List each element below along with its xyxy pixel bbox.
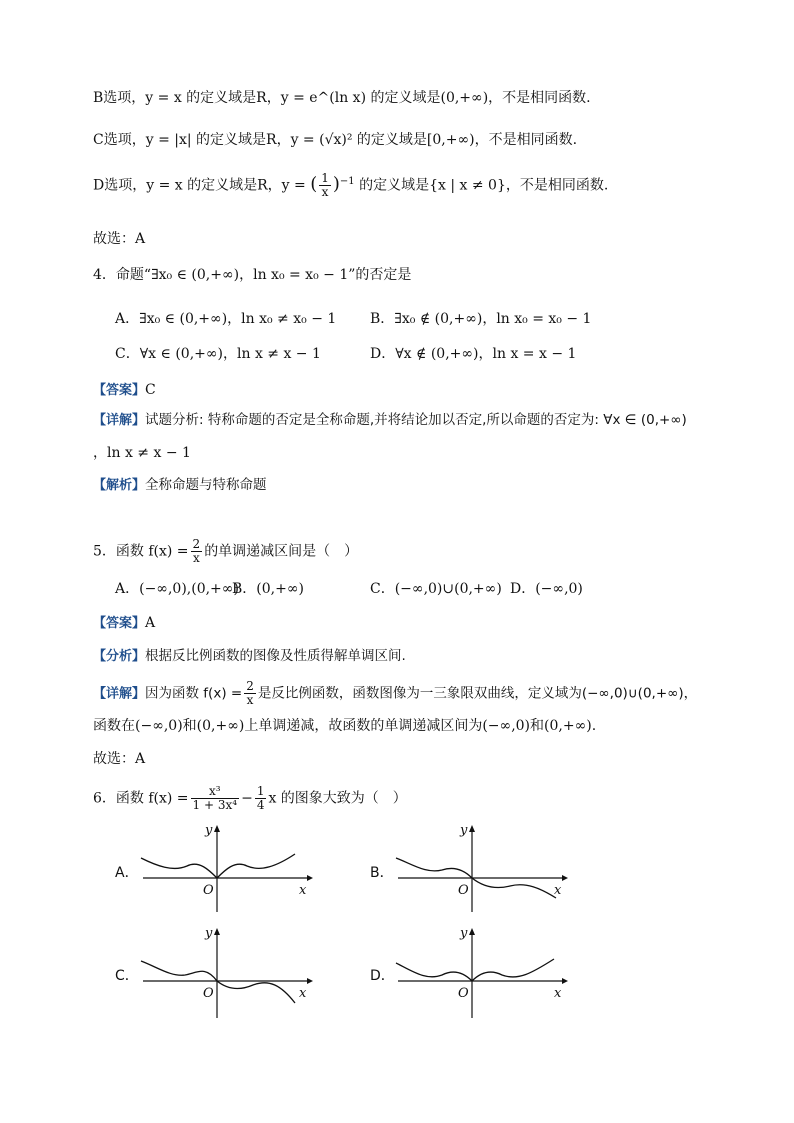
graph-d — [390, 923, 575, 1023]
graph-b-label: B． — [370, 865, 394, 881]
graph-c — [135, 923, 320, 1023]
graph-b — [390, 820, 575, 915]
graph-c-o: O — [203, 986, 214, 1001]
question-6: 6．函数 f(x) = $\frac{\text{x³}}{\text{1 + 3x⁴}}$ − $\frac{1}{4}$ x 的图象大致为（ ） — [93, 784, 407, 812]
graph-a-x: x — [299, 883, 307, 898]
graph-d-o: O — [458, 986, 469, 1001]
q6-fraction-2: $\frac{1}{4}$ — [256, 784, 265, 812]
q5-answer: 【答案】A — [93, 615, 156, 631]
q5-fraction: $\frac{2}{x}$ — [192, 537, 201, 565]
q6-fraction-1: $\frac{\text{x³}}{\text{1 + 3x⁴}}$ — [192, 784, 238, 812]
d-option-post: 的定义域是{x | x ≠ 0}，不是相同函数. — [359, 177, 609, 194]
q4-answer: 【答案】C — [93, 382, 156, 398]
answer-tag: 【答案】 — [93, 383, 146, 398]
q4-detail: 【详解】试题分析: 特称命题的否定是全称命题,并将结论加以否定,所以命题的否定为: ∀x ∈ (0,+∞) — [93, 412, 687, 428]
graph-c-label: C． — [115, 968, 139, 984]
q4-option-c: C．∀x ∈ (0,+∞)，ln x ≠ x − 1 — [115, 346, 321, 362]
detail-tag: 【详解】 — [93, 413, 146, 428]
q4-detail-cont: ，ln x ≠ x − 1 — [93, 445, 191, 461]
select-answer-2: 故选：A — [93, 751, 146, 767]
q5-option-c: C．(−∞,0)∪(0,+∞) — [370, 581, 502, 597]
graph-c-x: x — [299, 986, 307, 1001]
jiexi-tag: 【解析】 — [93, 478, 146, 493]
graph-d-label: D． — [370, 968, 395, 984]
q5-option-d: D．(−∞,0) — [510, 581, 583, 597]
q4-option-d: D．∀x ∉ (0,+∞)，ln x = x − 1 — [370, 346, 577, 362]
q4-option-b: B．∃x₀ ∉ (0,+∞)，ln x₀ = x₀ − 1 — [370, 311, 592, 327]
graph-b-o: O — [458, 883, 469, 898]
graph-d-x: x — [554, 986, 562, 1001]
select-answer-1: 故选：A — [93, 231, 146, 247]
q5-detail-fraction: $\frac{2}{x}$ — [246, 679, 254, 707]
graph-a-label: A． — [115, 865, 139, 881]
q5-option-b: B．(0,+∞) — [232, 581, 304, 597]
graph-a-o: O — [203, 883, 214, 898]
graph-b-y: y — [460, 823, 468, 838]
q5-option-a: A．(−∞,0),(0,+∞) — [115, 581, 239, 597]
b-option-line: B选项，y = x 的定义域是R，y = e^(ln x) 的定义域是(0,+∞)，不是相同函数. — [93, 90, 591, 106]
graph-a — [135, 820, 320, 915]
c-option-line: C选项，y = |x| 的定义域是R，y = (√x)² 的定义域是[0,+∞)，不是相同函数. — [93, 132, 578, 148]
q5-fenxi: 【分析】根据反比例函数的图像及性质得解单调区间. — [93, 648, 406, 664]
graph-b-x: x — [554, 883, 562, 898]
d-option-line: D选项，y = x 的定义域是R，y = ( $\frac{1}{x}$ )$^{-1}$ 的定义域是{x | x ≠ 0}，不是相同函数. — [93, 171, 609, 200]
q5-detail-cont: 函数在(−∞,0)和(0,+∞)上单调递减，故函数的单调递减区间为(−∞,0)和(0,+∞). — [93, 718, 597, 734]
q4-option-a: A．∃x₀ ∈ (0,+∞)，ln x₀ ≠ x₀ − 1 — [115, 311, 337, 327]
q5-detail: 【详解】因为函数 f(x) = $\frac{2}{x}$ 是反比例函数，函数图像为一三象限双曲线，定义域为(−∞,0)∪(0,+∞)， — [93, 679, 698, 707]
graph-d-y: y — [460, 926, 468, 941]
d-option-fraction: $\frac{1}{x}$ — [321, 171, 329, 200]
d-option-pre: D选项，y = x 的定义域是R，y = — [93, 177, 306, 194]
fenxi-tag: 【分析】 — [93, 649, 146, 664]
q4-jiexi: 【解析】全称命题与特称命题 — [93, 477, 267, 493]
question-5: 5．函数 f(x) = $\frac{2}{x}$ 的单调递减区间是（ ） — [93, 537, 359, 565]
graph-c-y: y — [205, 926, 213, 941]
graph-a-y: y — [205, 823, 213, 838]
question-4: 4．命题“∃x₀ ∈ (0,+∞)，ln x₀ = x₀ − 1”的否定是 — [93, 267, 412, 283]
